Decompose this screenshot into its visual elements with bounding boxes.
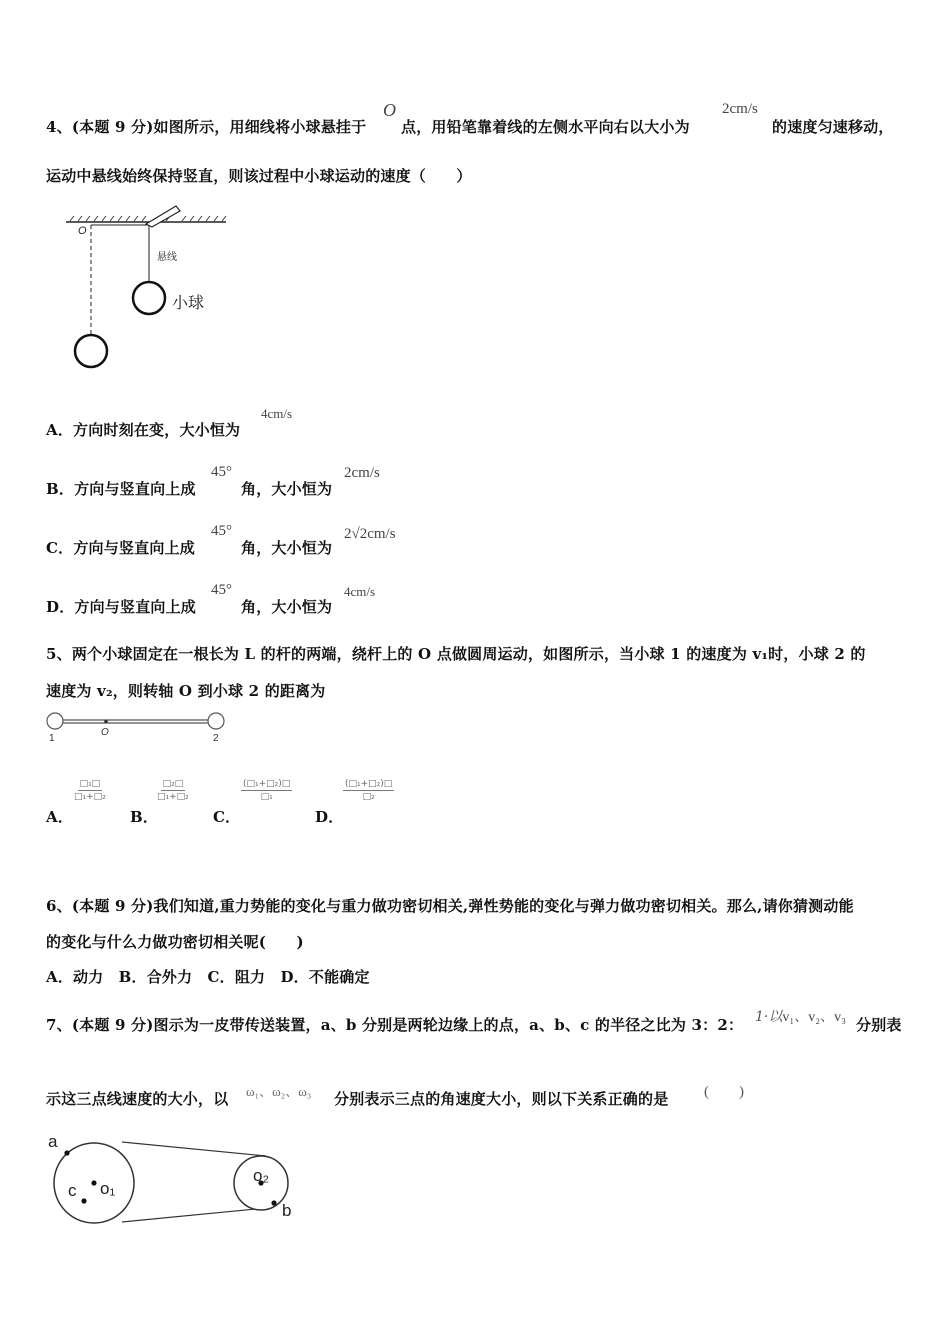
- q6-options: A．动力 B．合外力 C．阻力 D．不能确定: [46, 968, 370, 986]
- ball-1: [47, 713, 63, 729]
- q7-line1-prefix: 7、(本题 9 分)图示为一皮带传送装置，a、b 分别是两轮边缘上的点，a、b、c 的半径之比为 3：2：: [46, 1016, 744, 1034]
- q4-option-b-angle: 45°: [211, 464, 232, 480]
- label-o2: o₂: [253, 1166, 270, 1185]
- q4-line1-suffix: 的速度匀速移动，: [772, 118, 894, 136]
- q4-option-d-mid: 角，大小恒为: [241, 598, 333, 616]
- q7-w3: ω₃: [298, 1084, 312, 1099]
- q5-line2: 速度为 v₂，则转轴 O 到小球 2 的距离为: [46, 682, 326, 700]
- q4-option-d-label: D．方向与竖直向上成: [46, 598, 197, 616]
- q4-option-d-value: 4cm/s: [344, 584, 376, 599]
- q5-option-b-label: B．: [130, 808, 159, 826]
- q4-option-c-value: 2√2cm/s: [344, 526, 396, 542]
- q7-v2: v₂: [808, 1010, 821, 1025]
- pivot-o: [104, 720, 108, 724]
- label-a: a: [48, 1132, 58, 1151]
- q4-o-label: O: [78, 225, 87, 237]
- q6-line1: 6、(本题 9 分)我们知道,重力势能的变化与重力做功密切相关,弹性势能的变化与弹力做功密切相关。那么,请你猜测动能: [46, 897, 854, 915]
- q4-option-b-mid: 角，大小恒为: [241, 480, 333, 498]
- q5-option-d-den: □₂: [362, 792, 375, 802]
- ball: [133, 282, 165, 314]
- q4-option-b-label: B．方向与竖直向上成: [46, 480, 196, 498]
- q4-line1: [46, 116, 366, 137]
- q4-option-c-label: C．方向与竖直向上成: [46, 539, 195, 557]
- q5-option-b-num: □₂□: [162, 779, 184, 789]
- q7-paren: ( ): [704, 1084, 744, 1100]
- q7-sep-2: 、: [820, 1009, 835, 1025]
- label-c: c: [68, 1181, 77, 1200]
- q5-option-c-num: (□₁+□₂)□: [243, 779, 291, 789]
- ball-label: 小球: [172, 295, 205, 312]
- q5-line1: 5、两个小球固定在一根长为 L 的杆的两端，绕杆上的 O 点做圆周运动，如图所示，当小球 1 的速度为 v₁时，小球 2 的: [46, 645, 866, 663]
- q7-w1: ω₁: [246, 1084, 260, 1099]
- pivot-label: O: [101, 727, 109, 738]
- q5-option-a-label: A．: [46, 808, 74, 826]
- q5-option-d-fraction: [343, 779, 394, 802]
- label-o1: o₁: [100, 1179, 116, 1198]
- q5-option-c-label: C．: [213, 808, 241, 826]
- q4-line1-prefix: 4、(本题 9 分)如图所示，用细线将小球悬挂于: [46, 118, 367, 136]
- q4-option-a-label: A．方向时刻在变，大小恒为: [46, 421, 241, 439]
- q5-option-a-den: □₁+□₂: [74, 792, 106, 802]
- q5-option-a-fraction: [74, 779, 106, 802]
- center-o1: [91, 1180, 96, 1185]
- q7-w2: ω₂: [272, 1084, 286, 1099]
- q4-line2: 运动中悬线始终保持竖直，则该过程中小球运动的速度（ ）: [46, 167, 472, 185]
- q5-option-d-num: (□₁+□₂)□: [345, 779, 393, 789]
- belt-bottom: [122, 1208, 266, 1222]
- q4-figure: [60, 200, 240, 375]
- q7-figure: [40, 1128, 310, 1228]
- q4-option-d-angle: 45°: [211, 582, 232, 598]
- ball-2: [208, 713, 224, 729]
- ball-2-label: 2: [213, 733, 219, 744]
- q7-line1-math: [755, 1006, 846, 1026]
- string-label: 悬线: [157, 252, 177, 263]
- label-b: b: [282, 1201, 292, 1220]
- q7-line2-prefix: 示这三点线速度的大小，以: [46, 1090, 229, 1108]
- point-b: [271, 1200, 276, 1205]
- q5-option-c-fraction: [241, 779, 292, 802]
- q5-option-b-fraction: [157, 779, 189, 802]
- q4-option-b-value: 2cm/s: [344, 465, 380, 481]
- q4-point-o: O: [383, 100, 396, 120]
- q5-option-d-label: D．: [315, 808, 344, 826]
- q7-line1-suffix: 分别表: [856, 1016, 902, 1034]
- q5-figure: [44, 708, 234, 746]
- q4-speed: 2cm/s: [722, 101, 758, 117]
- q7-sep-4: 、: [285, 1085, 299, 1100]
- q5-option-c-den: □₁: [260, 792, 273, 802]
- q7-v1: v₁: [782, 1010, 795, 1025]
- q4-option-c-mid: 角，大小恒为: [241, 539, 333, 557]
- q7-sep-1: 、: [794, 1009, 809, 1025]
- belt-top: [122, 1142, 266, 1156]
- ball-1-label: 1: [49, 733, 55, 744]
- q4-option-c-angle: 45°: [211, 523, 232, 539]
- q4-option-a-value: 4cm/s: [261, 406, 293, 421]
- q7-ratio-tail: 1·以: [755, 1009, 783, 1025]
- pencil-icon: [146, 206, 180, 227]
- q6-line2: 的变化与什么力做功密切相关呢( ): [46, 933, 304, 951]
- initial-ball: [75, 335, 107, 367]
- q7-omega-group: [246, 1081, 311, 1100]
- q7-sep-3: 、: [259, 1085, 273, 1100]
- q5-option-b-den: □₁+□₂: [157, 792, 189, 802]
- ceiling-hatch: [70, 216, 226, 221]
- q7-v3: v₃: [834, 1010, 847, 1025]
- q4-line1-mid: 点，用铅笔靠着线的左侧水平向右以大小为: [401, 118, 690, 136]
- q5-option-a-num: □₁□: [79, 779, 101, 789]
- point-c: [81, 1198, 86, 1203]
- point-a: [64, 1150, 69, 1155]
- q7-line2-suffix: 分别表示三点的角速度大小，则以下关系正确的是: [334, 1090, 669, 1108]
